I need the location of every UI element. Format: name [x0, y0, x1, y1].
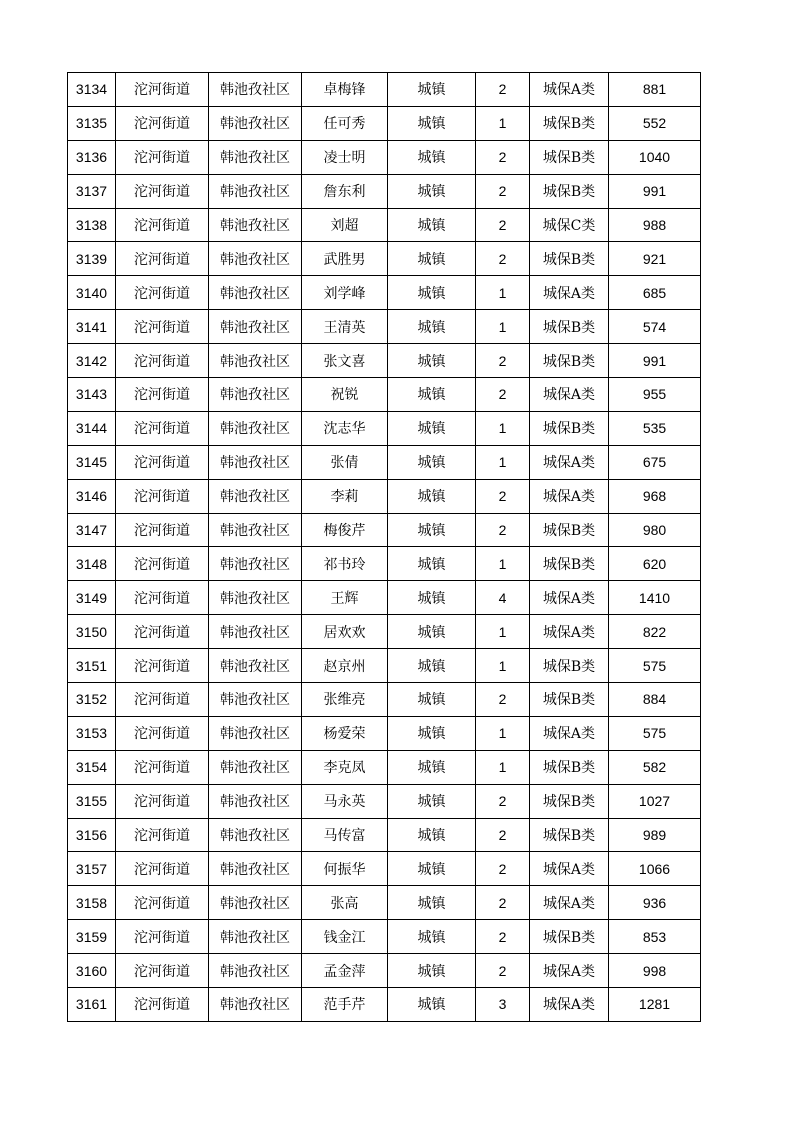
- household-size-cell: 3: [476, 988, 530, 1022]
- household-size-cell: 1: [476, 750, 530, 784]
- street-cell: 沱河街道: [116, 818, 209, 852]
- amount-cell: 955: [609, 378, 701, 412]
- street-cell: 沱河街道: [116, 716, 209, 750]
- name-cell: 居欢欢: [302, 615, 388, 649]
- community-cell: 韩池孜社区: [209, 954, 302, 988]
- street-cell: 沱河街道: [116, 344, 209, 378]
- street-cell: 沱河街道: [116, 140, 209, 174]
- table-row: [68, 954, 701, 988]
- street-cell: 沱河街道: [116, 784, 209, 818]
- table-row: [68, 73, 701, 107]
- household-size-cell: 2: [476, 208, 530, 242]
- serial-number-cell: 3155: [68, 784, 116, 818]
- community-cell: 韩池孜社区: [209, 886, 302, 920]
- community-cell: 韩池孜社区: [209, 411, 302, 445]
- amount-cell: 991: [609, 344, 701, 378]
- community-cell: 韩池孜社区: [209, 513, 302, 547]
- table-row: [68, 615, 701, 649]
- community-cell: 韩池孜社区: [209, 683, 302, 717]
- household-size-cell: 1: [476, 106, 530, 140]
- serial-number-cell: 3138: [68, 208, 116, 242]
- area-type-cell: 城镇: [388, 988, 476, 1022]
- household-size-cell: 2: [476, 784, 530, 818]
- name-cell: 刘学峰: [302, 276, 388, 310]
- street-cell: 沱河街道: [116, 411, 209, 445]
- amount-cell: 936: [609, 886, 701, 920]
- community-cell: 韩池孜社区: [209, 852, 302, 886]
- category-cell: 城保A类: [530, 581, 609, 615]
- area-type-cell: 城镇: [388, 73, 476, 107]
- amount-cell: 881: [609, 73, 701, 107]
- serial-number-cell: 3146: [68, 479, 116, 513]
- street-cell: 沱河街道: [116, 174, 209, 208]
- name-cell: 马传富: [302, 818, 388, 852]
- category-cell: 城保B类: [530, 106, 609, 140]
- name-cell: 祝锐: [302, 378, 388, 412]
- area-type-cell: 城镇: [388, 140, 476, 174]
- category-cell: 城保B类: [530, 547, 609, 581]
- table-row: [68, 784, 701, 818]
- serial-number-cell: 3153: [68, 716, 116, 750]
- name-cell: 任可秀: [302, 106, 388, 140]
- serial-number-cell: 3142: [68, 344, 116, 378]
- name-cell: 卓梅锋: [302, 73, 388, 107]
- street-cell: 沱河街道: [116, 106, 209, 140]
- table-row: [68, 242, 701, 276]
- table-row: [68, 649, 701, 683]
- amount-cell: 582: [609, 750, 701, 784]
- table-row: [68, 716, 701, 750]
- serial-number-cell: 3161: [68, 988, 116, 1022]
- amount-cell: 675: [609, 445, 701, 479]
- household-size-cell: 2: [476, 73, 530, 107]
- street-cell: 沱河街道: [116, 750, 209, 784]
- household-size-cell: 2: [476, 344, 530, 378]
- community-cell: 韩池孜社区: [209, 547, 302, 581]
- serial-number-cell: 3154: [68, 750, 116, 784]
- category-cell: 城保A类: [530, 445, 609, 479]
- table-row: [68, 683, 701, 717]
- household-size-cell: 4: [476, 581, 530, 615]
- area-type-cell: 城镇: [388, 784, 476, 818]
- household-size-cell: 2: [476, 513, 530, 547]
- serial-number-cell: 3150: [68, 615, 116, 649]
- name-cell: 范手芹: [302, 988, 388, 1022]
- serial-number-cell: 3137: [68, 174, 116, 208]
- category-cell: 城保A类: [530, 716, 609, 750]
- category-cell: 城保B类: [530, 920, 609, 954]
- community-cell: 韩池孜社区: [209, 445, 302, 479]
- name-cell: 孟金萍: [302, 954, 388, 988]
- street-cell: 沱河街道: [116, 310, 209, 344]
- category-cell: 城保A类: [530, 479, 609, 513]
- table-row: [68, 106, 701, 140]
- serial-number-cell: 3139: [68, 242, 116, 276]
- serial-number-cell: 3141: [68, 310, 116, 344]
- name-cell: 梅俊芹: [302, 513, 388, 547]
- amount-cell: 853: [609, 920, 701, 954]
- name-cell: 何振华: [302, 852, 388, 886]
- amount-cell: 552: [609, 106, 701, 140]
- area-type-cell: 城镇: [388, 208, 476, 242]
- serial-number-cell: 3148: [68, 547, 116, 581]
- name-cell: 张倩: [302, 445, 388, 479]
- category-cell: 城保A类: [530, 852, 609, 886]
- name-cell: 张高: [302, 886, 388, 920]
- table-row: [68, 276, 701, 310]
- name-cell: 凌士明: [302, 140, 388, 174]
- community-cell: 韩池孜社区: [209, 615, 302, 649]
- table-row: [68, 988, 701, 1022]
- street-cell: 沱河街道: [116, 649, 209, 683]
- serial-number-cell: 3145: [68, 445, 116, 479]
- amount-cell: 535: [609, 411, 701, 445]
- household-size-cell: 1: [476, 716, 530, 750]
- serial-number-cell: 3157: [68, 852, 116, 886]
- table-row: [68, 920, 701, 954]
- community-cell: 韩池孜社区: [209, 750, 302, 784]
- community-cell: 韩池孜社区: [209, 479, 302, 513]
- category-cell: 城保A类: [530, 988, 609, 1022]
- serial-number-cell: 3134: [68, 73, 116, 107]
- household-size-cell: 1: [476, 411, 530, 445]
- community-cell: 韩池孜社区: [209, 784, 302, 818]
- community-cell: 韩池孜社区: [209, 242, 302, 276]
- community-cell: 韩池孜社区: [209, 140, 302, 174]
- amount-cell: 1066: [609, 852, 701, 886]
- name-cell: 马永英: [302, 784, 388, 818]
- street-cell: 沱河街道: [116, 445, 209, 479]
- area-type-cell: 城镇: [388, 479, 476, 513]
- name-cell: 李克凤: [302, 750, 388, 784]
- area-type-cell: 城镇: [388, 581, 476, 615]
- household-size-cell: 1: [476, 276, 530, 310]
- household-size-cell: 2: [476, 174, 530, 208]
- amount-cell: 822: [609, 615, 701, 649]
- community-cell: 韩池孜社区: [209, 920, 302, 954]
- name-cell: 赵京州: [302, 649, 388, 683]
- area-type-cell: 城镇: [388, 852, 476, 886]
- area-type-cell: 城镇: [388, 818, 476, 852]
- category-cell: 城保A类: [530, 378, 609, 412]
- community-cell: 韩池孜社区: [209, 276, 302, 310]
- household-size-cell: 1: [476, 615, 530, 649]
- category-cell: 城保B类: [530, 174, 609, 208]
- category-cell: 城保A类: [530, 73, 609, 107]
- amount-cell: 991: [609, 174, 701, 208]
- street-cell: 沱河街道: [116, 886, 209, 920]
- household-size-cell: 2: [476, 479, 530, 513]
- table-row: [68, 547, 701, 581]
- category-cell: 城保B类: [530, 649, 609, 683]
- serial-number-cell: 3160: [68, 954, 116, 988]
- category-cell: 城保B类: [530, 310, 609, 344]
- community-cell: 韩池孜社区: [209, 310, 302, 344]
- household-size-cell: 2: [476, 818, 530, 852]
- household-size-cell: 2: [476, 378, 530, 412]
- serial-number-cell: 3147: [68, 513, 116, 547]
- table-row: [68, 886, 701, 920]
- community-cell: 韩池孜社区: [209, 988, 302, 1022]
- area-type-cell: 城镇: [388, 242, 476, 276]
- street-cell: 沱河街道: [116, 73, 209, 107]
- area-type-cell: 城镇: [388, 683, 476, 717]
- street-cell: 沱河街道: [116, 683, 209, 717]
- area-type-cell: 城镇: [388, 344, 476, 378]
- category-cell: 城保B类: [530, 242, 609, 276]
- community-cell: 韩池孜社区: [209, 649, 302, 683]
- serial-number-cell: 3143: [68, 378, 116, 412]
- area-type-cell: 城镇: [388, 954, 476, 988]
- name-cell: 王清英: [302, 310, 388, 344]
- household-size-cell: 2: [476, 954, 530, 988]
- table-row: [68, 750, 701, 784]
- amount-cell: 921: [609, 242, 701, 276]
- amount-cell: 968: [609, 479, 701, 513]
- table-row: [68, 479, 701, 513]
- name-cell: 詹东利: [302, 174, 388, 208]
- category-cell: 城保B类: [530, 750, 609, 784]
- amount-cell: 1027: [609, 784, 701, 818]
- name-cell: 张文喜: [302, 344, 388, 378]
- amount-cell: 685: [609, 276, 701, 310]
- community-cell: 韩池孜社区: [209, 378, 302, 412]
- serial-number-cell: 3152: [68, 683, 116, 717]
- community-cell: 韩池孜社区: [209, 344, 302, 378]
- category-cell: 城保B类: [530, 411, 609, 445]
- area-type-cell: 城镇: [388, 920, 476, 954]
- serial-number-cell: 3156: [68, 818, 116, 852]
- area-type-cell: 城镇: [388, 445, 476, 479]
- name-cell: 钱金江: [302, 920, 388, 954]
- household-size-cell: 2: [476, 683, 530, 717]
- serial-number-cell: 3140: [68, 276, 116, 310]
- area-type-cell: 城镇: [388, 276, 476, 310]
- household-size-cell: 1: [476, 547, 530, 581]
- name-cell: 沈志华: [302, 411, 388, 445]
- table-row: [68, 344, 701, 378]
- amount-cell: 1410: [609, 581, 701, 615]
- name-cell: 张维亮: [302, 683, 388, 717]
- serial-number-cell: 3159: [68, 920, 116, 954]
- street-cell: 沱河街道: [116, 479, 209, 513]
- household-size-cell: 1: [476, 649, 530, 683]
- name-cell: 杨爱荣: [302, 716, 388, 750]
- community-cell: 韩池孜社区: [209, 581, 302, 615]
- household-size-cell: 2: [476, 140, 530, 174]
- household-size-cell: 2: [476, 852, 530, 886]
- amount-cell: 575: [609, 716, 701, 750]
- household-size-cell: 1: [476, 310, 530, 344]
- category-cell: 城保C类: [530, 208, 609, 242]
- category-cell: 城保B类: [530, 683, 609, 717]
- area-type-cell: 城镇: [388, 649, 476, 683]
- area-type-cell: 城镇: [388, 411, 476, 445]
- table-row: [68, 852, 701, 886]
- household-size-cell: 1: [476, 445, 530, 479]
- community-cell: 韩池孜社区: [209, 174, 302, 208]
- name-cell: 王辉: [302, 581, 388, 615]
- data-table: [67, 72, 701, 1022]
- category-cell: 城保B类: [530, 818, 609, 852]
- table-row: [68, 310, 701, 344]
- name-cell: 刘超: [302, 208, 388, 242]
- amount-cell: 575: [609, 649, 701, 683]
- category-cell: 城保A类: [530, 886, 609, 920]
- household-size-cell: 2: [476, 242, 530, 276]
- area-type-cell: 城镇: [388, 886, 476, 920]
- street-cell: 沱河街道: [116, 615, 209, 649]
- amount-cell: 980: [609, 513, 701, 547]
- name-cell: 祁书玲: [302, 547, 388, 581]
- table-row: [68, 174, 701, 208]
- community-cell: 韩池孜社区: [209, 106, 302, 140]
- street-cell: 沱河街道: [116, 988, 209, 1022]
- category-cell: 城保A类: [530, 954, 609, 988]
- category-cell: 城保A类: [530, 615, 609, 649]
- street-cell: 沱河街道: [116, 208, 209, 242]
- area-type-cell: 城镇: [388, 615, 476, 649]
- area-type-cell: 城镇: [388, 750, 476, 784]
- table-body: [68, 73, 701, 1022]
- table-row: [68, 140, 701, 174]
- household-size-cell: 2: [476, 920, 530, 954]
- street-cell: 沱河街道: [116, 378, 209, 412]
- serial-number-cell: 3135: [68, 106, 116, 140]
- street-cell: 沱河街道: [116, 513, 209, 547]
- amount-cell: 620: [609, 547, 701, 581]
- serial-number-cell: 3136: [68, 140, 116, 174]
- household-size-cell: 2: [476, 886, 530, 920]
- street-cell: 沱河街道: [116, 581, 209, 615]
- category-cell: 城保A类: [530, 276, 609, 310]
- amount-cell: 989: [609, 818, 701, 852]
- serial-number-cell: 3158: [68, 886, 116, 920]
- table-row: [68, 445, 701, 479]
- street-cell: 沱河街道: [116, 242, 209, 276]
- table-row: [68, 581, 701, 615]
- amount-cell: 1040: [609, 140, 701, 174]
- amount-cell: 574: [609, 310, 701, 344]
- community-cell: 韩池孜社区: [209, 73, 302, 107]
- amount-cell: 884: [609, 683, 701, 717]
- street-cell: 沱河街道: [116, 547, 209, 581]
- category-cell: 城保B类: [530, 344, 609, 378]
- street-cell: 沱河街道: [116, 920, 209, 954]
- area-type-cell: 城镇: [388, 716, 476, 750]
- area-type-cell: 城镇: [388, 310, 476, 344]
- area-type-cell: 城镇: [388, 106, 476, 140]
- community-cell: 韩池孜社区: [209, 716, 302, 750]
- name-cell: 武胜男: [302, 242, 388, 276]
- table-row: [68, 411, 701, 445]
- category-cell: 城保B类: [530, 140, 609, 174]
- table-row: [68, 513, 701, 547]
- street-cell: 沱河街道: [116, 852, 209, 886]
- amount-cell: 988: [609, 208, 701, 242]
- table-row: [68, 818, 701, 852]
- area-type-cell: 城镇: [388, 547, 476, 581]
- serial-number-cell: 3151: [68, 649, 116, 683]
- table-row: [68, 208, 701, 242]
- area-type-cell: 城镇: [388, 513, 476, 547]
- area-type-cell: 城镇: [388, 174, 476, 208]
- serial-number-cell: 3144: [68, 411, 116, 445]
- area-type-cell: 城镇: [388, 378, 476, 412]
- category-cell: 城保B类: [530, 513, 609, 547]
- table-row: [68, 378, 701, 412]
- amount-cell: 998: [609, 954, 701, 988]
- name-cell: 李莉: [302, 479, 388, 513]
- category-cell: 城保B类: [530, 784, 609, 818]
- street-cell: 沱河街道: [116, 954, 209, 988]
- community-cell: 韩池孜社区: [209, 208, 302, 242]
- serial-number-cell: 3149: [68, 581, 116, 615]
- amount-cell: 1281: [609, 988, 701, 1022]
- community-cell: 韩池孜社区: [209, 818, 302, 852]
- street-cell: 沱河街道: [116, 276, 209, 310]
